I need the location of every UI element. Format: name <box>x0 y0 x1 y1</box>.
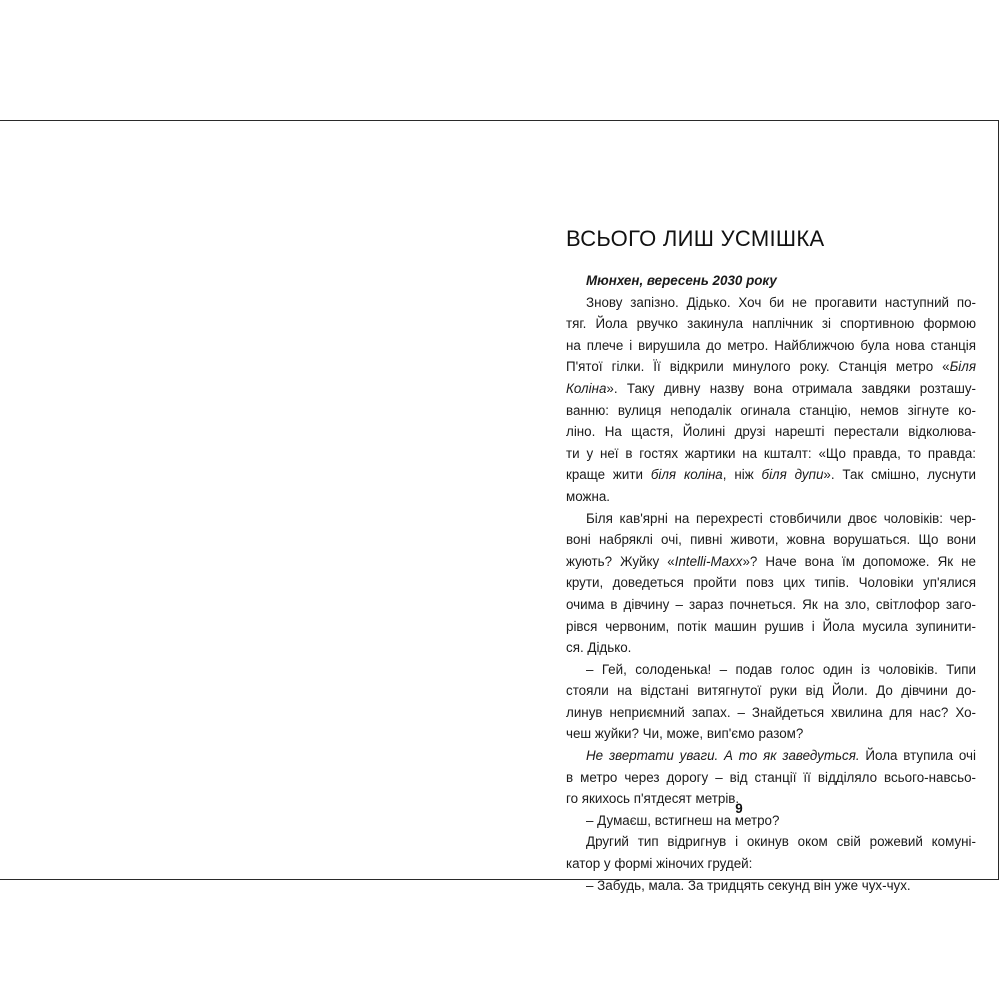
text-line: краще жити біля коліна, ніж біля дупи». Так смішно, луснути <box>566 467 976 483</box>
text-line: чеш жуйки? Чи, може, вип'ємо разом? <box>566 726 804 742</box>
text-line: ванню: вулиця неподалік огинала станцію, немов зігнуте ко- <box>566 402 976 418</box>
page-number: 9 <box>735 801 743 816</box>
text-line: Коліна». Таку дивну назву вона отримала завдяки розташу- <box>566 380 976 396</box>
text-line: можна. <box>566 488 611 504</box>
text-line: ся. Дідько. <box>566 640 632 656</box>
right-page <box>566 121 977 893</box>
text-line: – Думаєш, встигнеш на метро? <box>586 812 780 828</box>
text-line: тяг. Йола рвучко закинула наплічник зі спортивною формою <box>566 316 976 332</box>
book-spread <box>0 120 999 893</box>
text-line: на плече і вирушила до метро. Найближчою була нова станція <box>566 337 976 353</box>
text-line: крути, доведеться пройти повз цих типів. Чоловіки уп'ялися <box>566 575 976 591</box>
text-line: очима в дівчину – зараз почнеться. Як на зло, світлофор заго- <box>566 596 976 612</box>
text-line: Біля кав'ярні на перехресті стовбичили двоє чоловіків: чер- <box>586 510 976 526</box>
text-line: рівся червоним, потік машин рушив і Йола мусила зупинити- <box>566 618 976 634</box>
text-line: П'ятої гілки. Її відкрили минулого року. Станція метро «Біля <box>566 359 976 375</box>
text-line: – Забудь, мала. За тридцять секунд він уже чух-чух. <box>586 877 911 893</box>
dateline: Мюнхен, вересень 2030 року <box>586 273 777 288</box>
text-line: жують? Жуйку «Intelli-Maxx»? Наче вона їм допоможе. Як не <box>566 553 976 569</box>
text-line: линув неприємний запах. – Знайдеться хвилина для нас? Хо- <box>566 704 976 720</box>
text-line: Знову запізно. Дідько. Хоч би не прогавити наступний по- <box>586 294 976 310</box>
text-line: воні набряклі очі, пивні животи, жовна ворушаться. Що вони <box>566 532 976 548</box>
text-line: Не звертати уваги. А то як заведуться. Йола втупила очі <box>586 748 977 764</box>
text-line: катор у формі жіночих грудей: <box>566 856 753 872</box>
text-line: ти у неї в гостях жартики на кшталт: «Що правда, то правда: <box>566 445 976 461</box>
text-line: го якихось п'ятдесят метрів. <box>566 791 740 807</box>
text-line: стояли на відстані витягнутої руки від Йоли. До дівчини до- <box>566 683 976 699</box>
text-line: – Гей, солоденька! – подав голос один із чоловіків. Типи <box>586 661 976 677</box>
text-line: ліно. На щастя, Йолині друзі нарешті перестали відколюва- <box>566 424 976 440</box>
text-line: в метро через дорогу – від станції її відділяло всього-навсьо- <box>566 769 976 785</box>
text-line: Другий тип відригнув і окинув оком свій рожевий комуні- <box>586 834 976 850</box>
chapter-title: ВСЬОГО ЛИШ УСМІШКА <box>566 226 825 251</box>
